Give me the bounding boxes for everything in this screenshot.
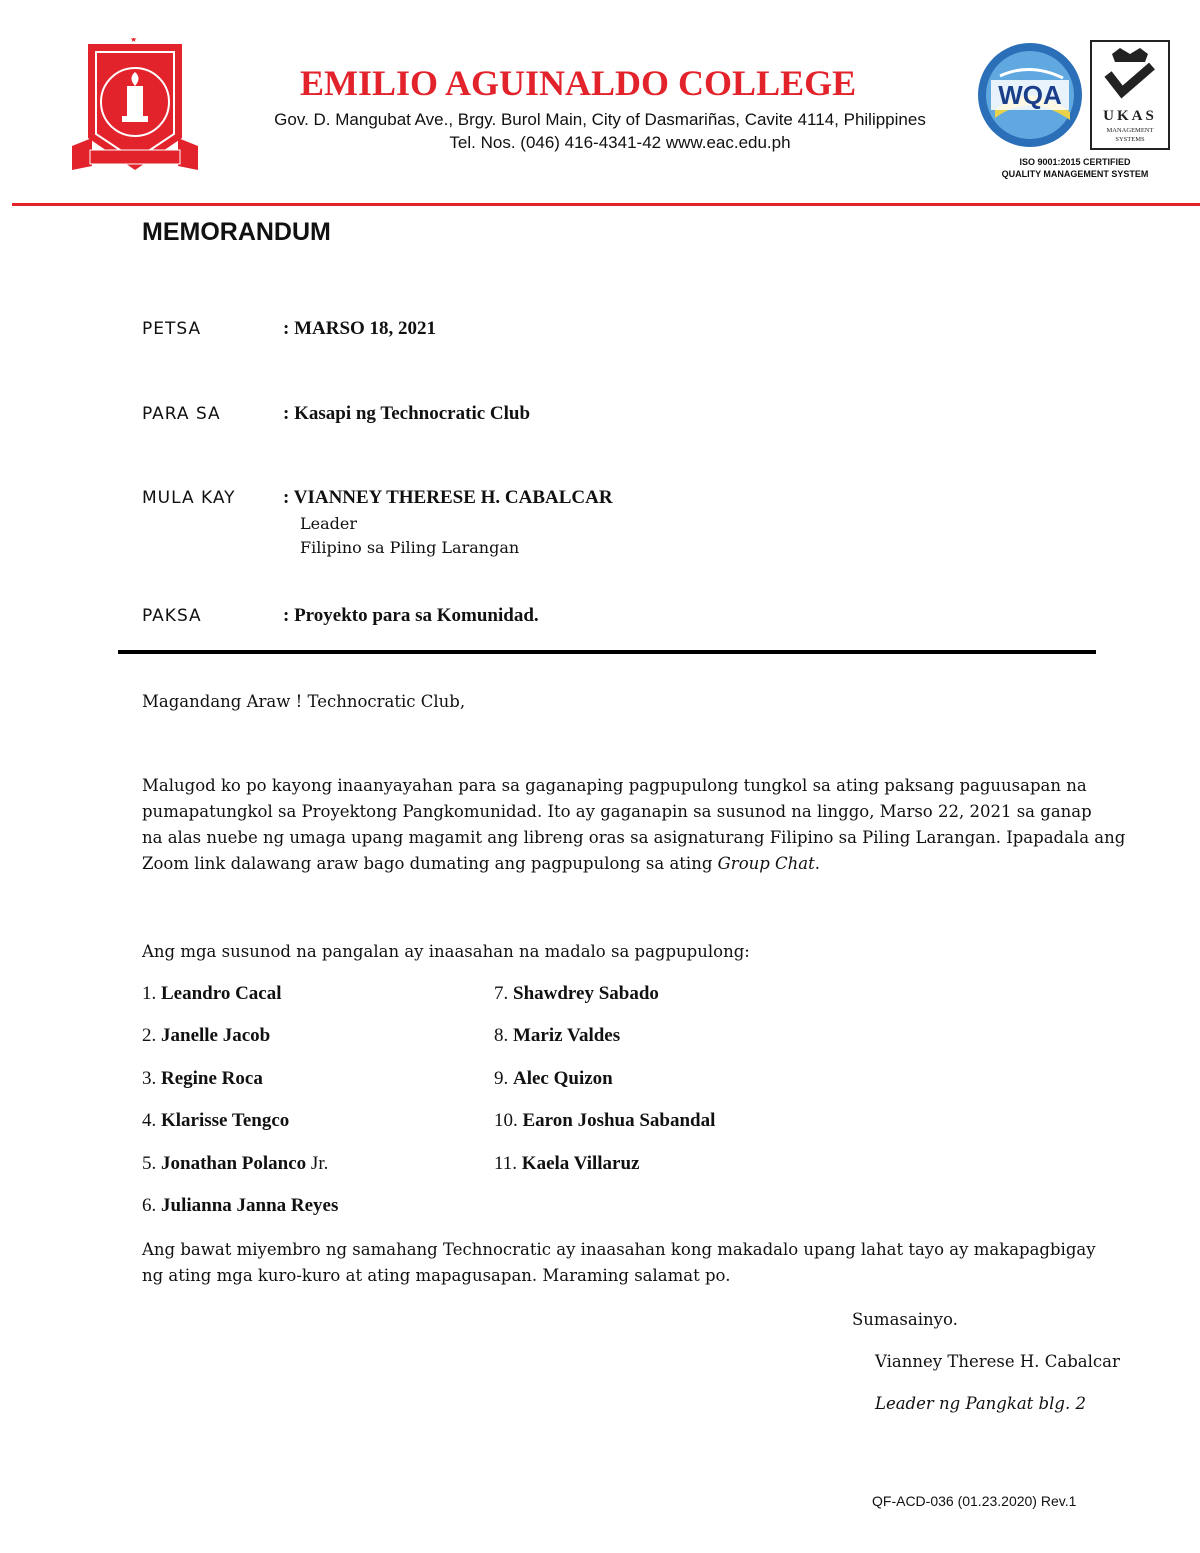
attendee-number: 10. [494, 1110, 518, 1131]
attendee-name: Alec Quizon [513, 1068, 613, 1089]
memo-divider [118, 650, 1096, 654]
attendee-item [142, 1110, 289, 1132]
attendee-name: Julianna Janna Reyes [161, 1195, 339, 1216]
attendee-name: Klarisse Tengco [161, 1110, 290, 1131]
college-name: EMILIO AGUINALDO COLLEGE [300, 63, 857, 103]
ukas-sub2: SYSTEMS [1115, 136, 1145, 143]
attendee-item [142, 1153, 328, 1175]
paragraph-line: Malugod ko po kayong inaanyayahan para sa gaganaping pagpupulong tungkol sa ating paksang paguusapan na [142, 776, 1087, 795]
from-label: MULA KAY [142, 488, 236, 508]
quality-management-line: QUALITY MANAGEMENT SYSTEM [1001, 169, 1149, 179]
attendee-name: Leandro Cacal [161, 983, 282, 1004]
group-chat-italic: Group Chat [717, 854, 815, 873]
wqa-certification-logo [975, 40, 1085, 150]
signatory-name: Vianney Therese H. Cabalcar [875, 1352, 1120, 1371]
attendee-number: 11. [494, 1153, 518, 1174]
attendee-name: Jonathan Polanco [161, 1153, 307, 1174]
invitation-paragraph [142, 773, 1132, 877]
greeting: Magandang Araw ! Technocratic Club, [142, 692, 466, 711]
attendee-number: 1. [142, 983, 157, 1004]
attendee-number: 4. [142, 1110, 157, 1131]
to-value: : Kasapi ng Technocratic Club [283, 403, 531, 424]
closing-line: ng ating mga kuro-kuro at ating mapagusapan. Maraming salamat po. [142, 1266, 731, 1285]
attendee-item [142, 1195, 338, 1217]
iso-certification-line: ISO 9001:2015 CERTIFIED [1019, 157, 1131, 167]
attendee-item [494, 1068, 613, 1090]
attendee-item [494, 983, 659, 1005]
attendee-suffix: Jr. [310, 1153, 329, 1174]
attendee-name: Mariz Valdes [513, 1025, 621, 1046]
ukas-label: UKAS [1103, 108, 1157, 124]
attendee-number: 8. [494, 1025, 509, 1046]
attendee-name: Janelle Jacob [161, 1025, 271, 1046]
attendee-item [142, 983, 282, 1005]
closing-line: Ang bawat miyembro ng samahang Technocratic ay inaasahan kong makadalo upang lahat tayo ay makapagbigay [142, 1240, 1096, 1259]
ukas-sub1: MANAGEMENT [1106, 127, 1154, 134]
attendee-number: 6. [142, 1195, 157, 1216]
svg-text:★: ★ [110, 43, 118, 52]
attendee-name: Shawdrey Sabado [513, 983, 659, 1004]
subject-label: PAKSA [142, 606, 202, 626]
subject-value: : Proyekto para sa Komunidad. [283, 605, 539, 626]
header-divider [12, 203, 1200, 206]
signatory-title: Leader ng Pangkat blg. 2 [875, 1394, 1086, 1413]
paragraph-line: na alas nuebe ng umaga upang magamit ang libreng oras sa asignaturang Filipino sa Piling Larangan. Ipapadala ang [142, 828, 1126, 847]
paragraph-line-text: Zoom link dalawang araw bago dumating ang pagpupulong sa ating [142, 854, 718, 873]
wqa-label: WQA [998, 80, 1062, 110]
paragraph-line [142, 851, 1132, 877]
attendee-item [142, 1068, 263, 1090]
paragraph-period: . [814, 854, 821, 873]
attendee-number: 7. [494, 983, 509, 1004]
valediction: Sumasainyo. [852, 1310, 958, 1329]
attendee-number: 2. [142, 1025, 157, 1046]
memo-title: MEMORANDUM [142, 218, 331, 246]
attendee-item [494, 1153, 639, 1175]
svg-text:★: ★ [130, 38, 138, 44]
date-label: PETSA [142, 319, 202, 339]
college-seal-logo [70, 38, 200, 176]
attendee-name: Regine Roca [161, 1068, 263, 1089]
attendee-number: 3. [142, 1068, 157, 1089]
attendee-name: Earon Joshua Sabandal [522, 1110, 716, 1131]
ukas-certification-logo [1090, 40, 1170, 150]
attendee-item [494, 1110, 715, 1132]
form-code: QF-ACD-036 (01.23.2020) Rev.1 [872, 1493, 1077, 1509]
from-role: Leader [300, 514, 357, 533]
attendee-name: Kaela Villaruz [521, 1153, 640, 1174]
paragraph-line: pumapatungkol sa Proyektong Pangkomunidad. Ito ay gaganapin sa susunod na linggo, Marso 22, 2021 sa ganap [142, 802, 1092, 821]
college-contact: Tel. Nos. (046) 416-4341-42 www.eac.edu.ph [449, 133, 791, 152]
from-subject: Filipino sa Piling Larangan [300, 538, 520, 557]
date-value: : MARSO 18, 2021 [283, 318, 437, 339]
svg-text:★: ★ [150, 43, 158, 52]
to-label: PARA SA [142, 404, 221, 424]
attendee-number: 9. [494, 1068, 509, 1089]
college-address: Gov. D. Mangubat Ave., Brgy. Burol Main, City of Dasmariñas, Cavite 4114, Philippines [274, 110, 926, 129]
from-value: : VIANNEY THERESE H. CABALCAR [283, 487, 613, 508]
list-intro: Ang mga susunod na pangalan ay inaasahan na madalo sa pagpupulong: [142, 942, 750, 961]
closing-paragraph [142, 1237, 1096, 1289]
attendee-item [142, 1025, 270, 1047]
attendee-number: 5. [142, 1153, 157, 1174]
attendee-item [494, 1025, 620, 1047]
